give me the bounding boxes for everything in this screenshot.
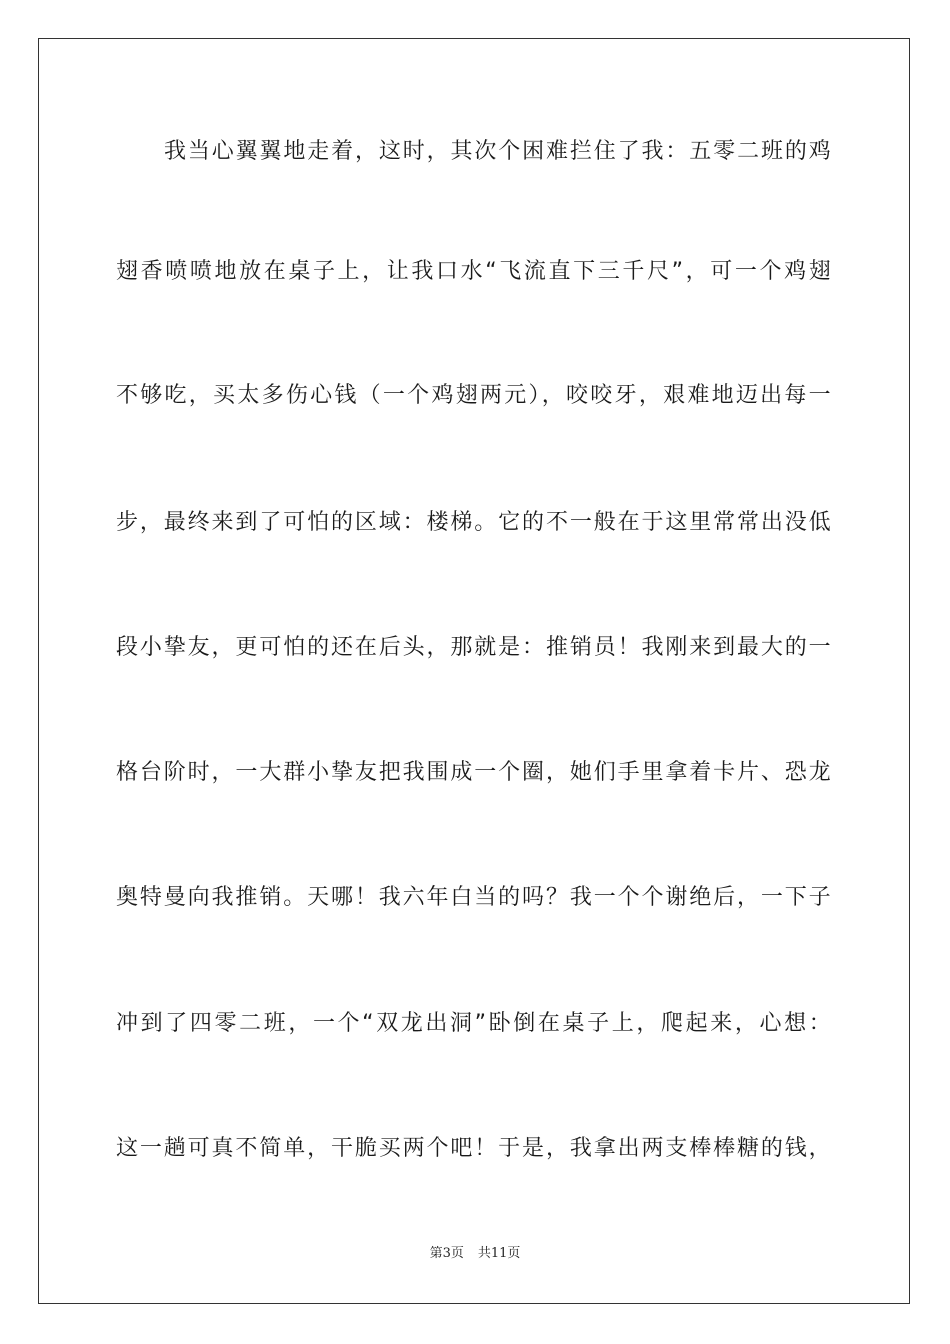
paragraph-line-6: 格台阶时，一大群小挚友把我围成一个圈，她们手里拿着卡片、恐龙 (116, 760, 832, 785)
paragraph-line-3: 不够吃，买太多伤心钱（一个鸡翅两元），咬咬牙，艰难地迈出每一 (116, 383, 832, 408)
page-border (38, 38, 910, 1304)
paragraph-line-2: 翅香喷喷地放在桌子上，让我口水“飞流直下三千尺”，可一个鸡翅 (116, 259, 832, 284)
page-footer (0, 1245, 950, 1263)
paragraph-line-5: 段小挚友，更可怕的还在后头，那就是：推销员！我刚来到最大的一 (116, 635, 832, 660)
paragraph-line-9: 这一趟可真不简单，干脆买两个吧！于是，我拿出两支棒棒糖的钱， (116, 1136, 832, 1161)
paragraph-line-8: 冲到了四零二班，一个“双龙出洞”卧倒在桌子上，爬起来，心想： (116, 1011, 832, 1036)
page-number: 第3页 (429, 1246, 464, 1261)
page-total: 共11页 (477, 1246, 521, 1261)
paragraph-line-1: 我当心翼翼地走着，这时，其次个困难拦住了我：五零二班的鸡 (164, 139, 832, 164)
paragraph-line-7: 奥特曼向我推销。天哪！我六年白当的吗？我一个个谢绝后，一下子 (116, 885, 832, 910)
paragraph-line-4: 步，最终来到了可怕的区域：楼梯。它的不一般在于这里常常出没低 (116, 510, 832, 535)
